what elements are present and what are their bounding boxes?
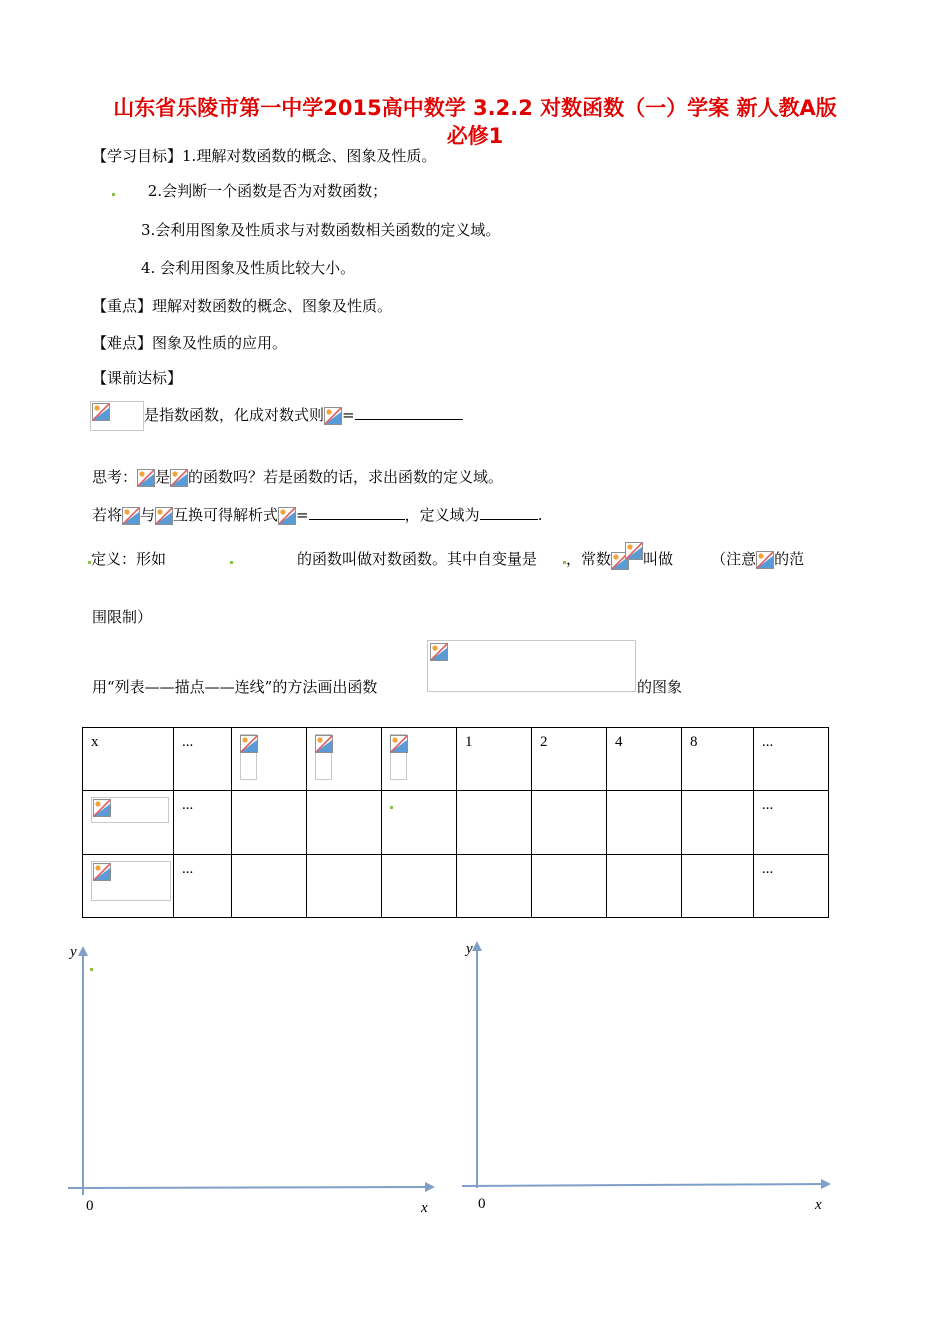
left-axes bbox=[60, 935, 450, 1210]
image-placeholder-icon bbox=[170, 469, 188, 487]
image-placeholder-icon bbox=[430, 643, 448, 661]
left-origin-label: 0 bbox=[86, 1198, 94, 1214]
marker-dot bbox=[390, 806, 393, 809]
swap-domain-text: ，定义域为 bbox=[404, 506, 480, 524]
table-cell: ... bbox=[754, 728, 829, 791]
image-placeholder-icon bbox=[390, 735, 408, 753]
formula-image bbox=[91, 861, 171, 901]
objective-3: 3.会利用图象及性质求与对数函数相关函数的定义域。 bbox=[141, 221, 501, 239]
table-cell[interactable] bbox=[682, 791, 754, 855]
formula-image bbox=[390, 734, 407, 780]
page-title-line2: 必修1 bbox=[446, 124, 504, 148]
think-mid: 是 bbox=[155, 468, 171, 486]
table-cell: 4 bbox=[607, 728, 682, 791]
table-cell: 2 bbox=[532, 728, 607, 791]
value-table bbox=[82, 727, 829, 918]
table-cell: 8 bbox=[682, 728, 754, 791]
image-placeholder-icon bbox=[122, 507, 140, 525]
formula-image bbox=[756, 551, 774, 569]
image-placeholder-icon bbox=[324, 407, 342, 425]
formula-image bbox=[122, 507, 140, 525]
formula-image bbox=[137, 469, 155, 487]
image-placeholder-icon bbox=[625, 542, 643, 560]
objective-1: 1.理解对数函数的概念、图象及性质。 bbox=[182, 147, 437, 165]
domain-blank[interactable] bbox=[480, 505, 538, 520]
formula-image bbox=[611, 550, 643, 570]
table-cell[interactable] bbox=[232, 791, 307, 855]
preclass-label: 【课前达标】 bbox=[92, 369, 183, 387]
objectives-line2 bbox=[112, 181, 387, 201]
difficulty-text: 图象及性质的应用。 bbox=[152, 334, 288, 352]
key-point-line bbox=[92, 296, 392, 316]
formula-image bbox=[91, 797, 169, 823]
objective-2: 2.会判断一个函数是否为对数函数； bbox=[147, 182, 388, 200]
image-placeholder-icon bbox=[92, 403, 110, 421]
key-point-text: 理解对数函数的概念、图象及性质。 bbox=[152, 297, 393, 315]
image-placeholder-icon bbox=[93, 863, 111, 881]
table-cell[interactable] bbox=[382, 791, 457, 855]
left-x-label: x bbox=[421, 1200, 428, 1216]
marker-dot bbox=[112, 193, 115, 196]
image-placeholder-icon bbox=[315, 735, 333, 753]
table-cell[interactable] bbox=[607, 791, 682, 855]
q1-line bbox=[90, 400, 463, 431]
table-cell[interactable] bbox=[457, 791, 532, 855]
left-y-label: y bbox=[70, 944, 77, 960]
think-text: 的函数吗？若是函数的话，求出函数的定义域。 bbox=[188, 468, 504, 486]
answer-blank[interactable] bbox=[355, 405, 463, 420]
table-cell: ... bbox=[754, 855, 829, 918]
table-cell[interactable] bbox=[532, 855, 607, 918]
right-x-label: x bbox=[815, 1197, 822, 1213]
table-cell: ... bbox=[174, 728, 232, 791]
table-cell: ... bbox=[754, 791, 829, 855]
swap-end: . bbox=[537, 506, 543, 524]
definition-text4: （注意 bbox=[711, 550, 757, 568]
q1-text: 是指数函数，化成对数式则 bbox=[144, 406, 325, 424]
image-placeholder-icon bbox=[93, 799, 111, 817]
table-cell[interactable] bbox=[382, 855, 457, 918]
table-cell bbox=[83, 791, 174, 855]
definition-line bbox=[88, 549, 804, 570]
answer-blank[interactable] bbox=[309, 505, 405, 520]
definition-text2: ，常数 bbox=[566, 550, 612, 568]
swap-line bbox=[92, 505, 542, 525]
formula-image bbox=[278, 507, 296, 525]
x-axis-line bbox=[462, 1184, 828, 1186]
swap-eq: = bbox=[296, 506, 309, 524]
definition-text1: 的函数叫做对数函数。其中自变量是 bbox=[297, 550, 538, 568]
table-cell: 1 bbox=[457, 728, 532, 791]
marker-dot bbox=[230, 561, 233, 564]
swap-mid: 与 bbox=[140, 506, 156, 524]
formula-image bbox=[155, 507, 173, 525]
table-cell[interactable] bbox=[232, 855, 307, 918]
formula-image bbox=[240, 734, 257, 780]
image-placeholder-icon bbox=[240, 735, 258, 753]
draw-text1: 用“列表——描点——连线”的方法画出函数 bbox=[92, 678, 378, 696]
formula-image bbox=[90, 401, 144, 431]
table-cell[interactable] bbox=[607, 855, 682, 918]
difficulty-line bbox=[92, 333, 287, 353]
q1-eq: = bbox=[342, 406, 355, 424]
formula-image bbox=[324, 407, 342, 425]
table-row bbox=[83, 855, 829, 918]
table-cell[interactable] bbox=[532, 791, 607, 855]
right-origin-label: 0 bbox=[478, 1196, 486, 1212]
definition-text3: 叫做 bbox=[643, 550, 674, 568]
objectives-label: 【学习目标】 bbox=[92, 147, 183, 165]
definition-text6: 围限制） bbox=[92, 608, 153, 626]
table-cell bbox=[382, 728, 457, 791]
table-row bbox=[83, 728, 829, 791]
x-axis-line bbox=[68, 1187, 432, 1188]
think-line bbox=[92, 467, 503, 487]
swap-text: 互换可得解析式 bbox=[173, 506, 279, 524]
draw-text2: 的图象 bbox=[637, 678, 683, 696]
objectives-line1 bbox=[92, 146, 436, 166]
image-placeholder-icon bbox=[756, 551, 774, 569]
objective-4: 4. 会利用图象及性质比较大小。 bbox=[141, 259, 356, 277]
table-cell: ... bbox=[174, 791, 232, 855]
right-axes bbox=[455, 930, 845, 1200]
table-cell[interactable] bbox=[682, 855, 754, 918]
table-row bbox=[83, 791, 829, 855]
table-cell: x bbox=[83, 728, 174, 791]
image-placeholder-icon bbox=[155, 507, 173, 525]
table-cell bbox=[232, 728, 307, 791]
swap-prefix: 若将 bbox=[92, 506, 123, 524]
definition-text5: 的范 bbox=[774, 550, 805, 568]
table-cell: ... bbox=[174, 855, 232, 918]
table-cell[interactable] bbox=[457, 855, 532, 918]
image-placeholder-icon bbox=[278, 507, 296, 525]
key-point-label: 【重点】 bbox=[92, 297, 153, 315]
table-cell[interactable] bbox=[307, 855, 382, 918]
table-cell bbox=[83, 855, 174, 918]
formula-image bbox=[170, 469, 188, 487]
table-cell bbox=[307, 728, 382, 791]
table-cell[interactable] bbox=[307, 791, 382, 855]
page-title: 山东省乐陵市第一中学2015高中数学 3.2.2 对数函数（一）学案 新人教A版 bbox=[113, 96, 837, 120]
right-y-label: y bbox=[466, 941, 473, 957]
marker-dot bbox=[90, 968, 93, 971]
function-formula-image bbox=[427, 640, 636, 692]
definition-prefix: 定义：形如 bbox=[91, 550, 167, 568]
image-placeholder-icon bbox=[137, 469, 155, 487]
difficulty-label: 【难点】 bbox=[92, 334, 153, 352]
formula-image bbox=[315, 734, 332, 780]
think-prefix: 思考： bbox=[92, 468, 138, 486]
